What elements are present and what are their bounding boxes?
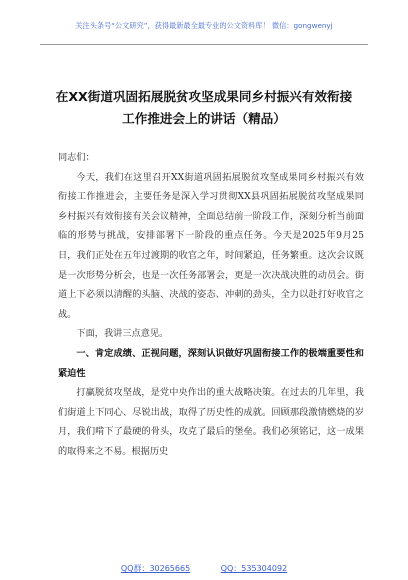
body-paragraph: 今天，我们在这里召开XX街道巩固拓展脱贫攻坚成果同乡村振兴有效衔接工作推进会，主要任务是深入学习贯彻XX县巩固拓展脱贫攻坚成果同乡村振兴有效衔接有关会议精神，全面总结前一阶段工作，深刻分析当前面临的形势与挑战，安排部署下一阶段的重点任务。今天是2025年9月25日，我们正处在五年过渡期的收官之年，时间紧迫，任务繁重。这次会议既是一次形势分析会，也是一次任务部署会，更是一次决战决胜的动员会。街道上下必须以清醒的头脑、决战的姿态、冲刺的劲头，全力以赴打好收官之战。: [58, 171, 364, 320]
body-paragraph: 下面，我讲三点意见。: [76, 328, 169, 340]
title-line-1: 在XX街道巩固拓展脱贫攻坚成果同乡村振兴有效衔接: [55, 89, 353, 104]
section-heading: 一、肯定成绩、正视问题，深刻认识做好巩固衔接工作的极端重要性和紧迫性: [58, 347, 364, 379]
document-body: [58, 148, 364, 462]
header-banner: 关注头条号“公文研究”，获得最新最全最专业的公文资料库！ 微信：gongwenyj: [75, 21, 333, 30]
footer-qq-group: QQ群：30265665: [120, 564, 191, 573]
footer-qq: QQ：535304092: [220, 564, 288, 573]
salutation: 同志们：: [58, 152, 95, 163]
body-paragraph: 打赢脱贫攻坚战，是党中央作出的重大战略决策。在过去的几年里，我们街道上下同心、尽锐出战，取得了历史性的成就。回顾那段激情燃烧的岁月，我们啃下了最硬的骨头，攻克了最后的堡垒。我们必须铭记，这一成果的取得来之不易。根据历史: [58, 387, 364, 457]
title-line-2: 工作推进会上的讲话（精品）: [122, 111, 286, 126]
document-title: [40, 86, 368, 130]
header-divider: [40, 44, 368, 45]
footer-contact: [0, 563, 408, 574]
